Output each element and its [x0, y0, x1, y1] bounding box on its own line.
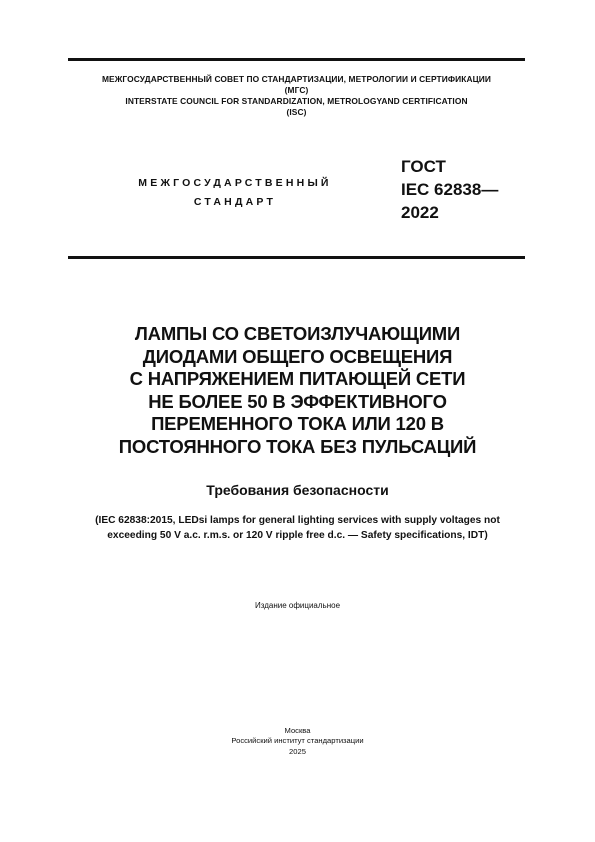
standard-type-line1: МЕЖГОСУДАРСТВЕННЫЙ: [138, 177, 332, 189]
middle-rule: [68, 256, 525, 259]
imprint: [40, 726, 555, 757]
standard-type-line2: СТАНДАРТ: [193, 196, 277, 208]
council-name-en: INTERSTATE COUNCIL FOR STANDARDIZATION, METROLOGYAND CERTIFICATION: [125, 96, 468, 106]
imprint-year: 2025: [289, 746, 306, 756]
designation-line1: ГОСТ: [401, 157, 446, 176]
standard-type: [100, 174, 370, 212]
top-rule: [68, 58, 525, 61]
original-standard-reference: (IEC 62838:2015, LEDsi lamps for general lighting services with supply voltages not exceeding 50 V a.c. r.m.s. or 120 V ripple free d.c. — Safety specifications, IDT): [95, 515, 500, 541]
council-abbr-ru: (МГС): [284, 85, 309, 95]
imprint-publisher: Российский институт стандартизации: [231, 736, 364, 746]
standard-designation: [401, 155, 498, 224]
document-subtitle: Требования безопасности: [206, 482, 389, 498]
designation-line3: 2022: [401, 203, 439, 222]
council-header: [68, 74, 525, 118]
council-abbr-en: (ISC): [286, 107, 307, 117]
imprint-city: Москва: [284, 726, 311, 735]
designation-line2: IEC 62838—: [401, 180, 499, 199]
edition-note: Издание официальное: [254, 601, 341, 610]
document-title: ЛАМПЫ СО СВЕТОИЗЛУЧАЮЩИМИ ДИОДАМИ ОБЩЕГО ОСВЕЩЕНИЯ С НАПРЯЖЕНИЕМ ПИТАЮЩЕЙ СЕТИ НЕ БОЛЕЕ 50 В ЭФФЕКТИВНОГО ПЕРЕМЕННОГО ТОКА ИЛИ 120 В ПОСТОЯННОГО ТОКА БЕЗ ПУЛЬСАЦИЙ: [118, 323, 477, 457]
council-name-ru: МЕЖГОСУДАРСТВЕННЫЙ СОВЕТ ПО СТАНДАРТИЗАЦИИ, МЕТРОЛОГИИ И СЕРТИФИКАЦИИ: [101, 74, 492, 84]
